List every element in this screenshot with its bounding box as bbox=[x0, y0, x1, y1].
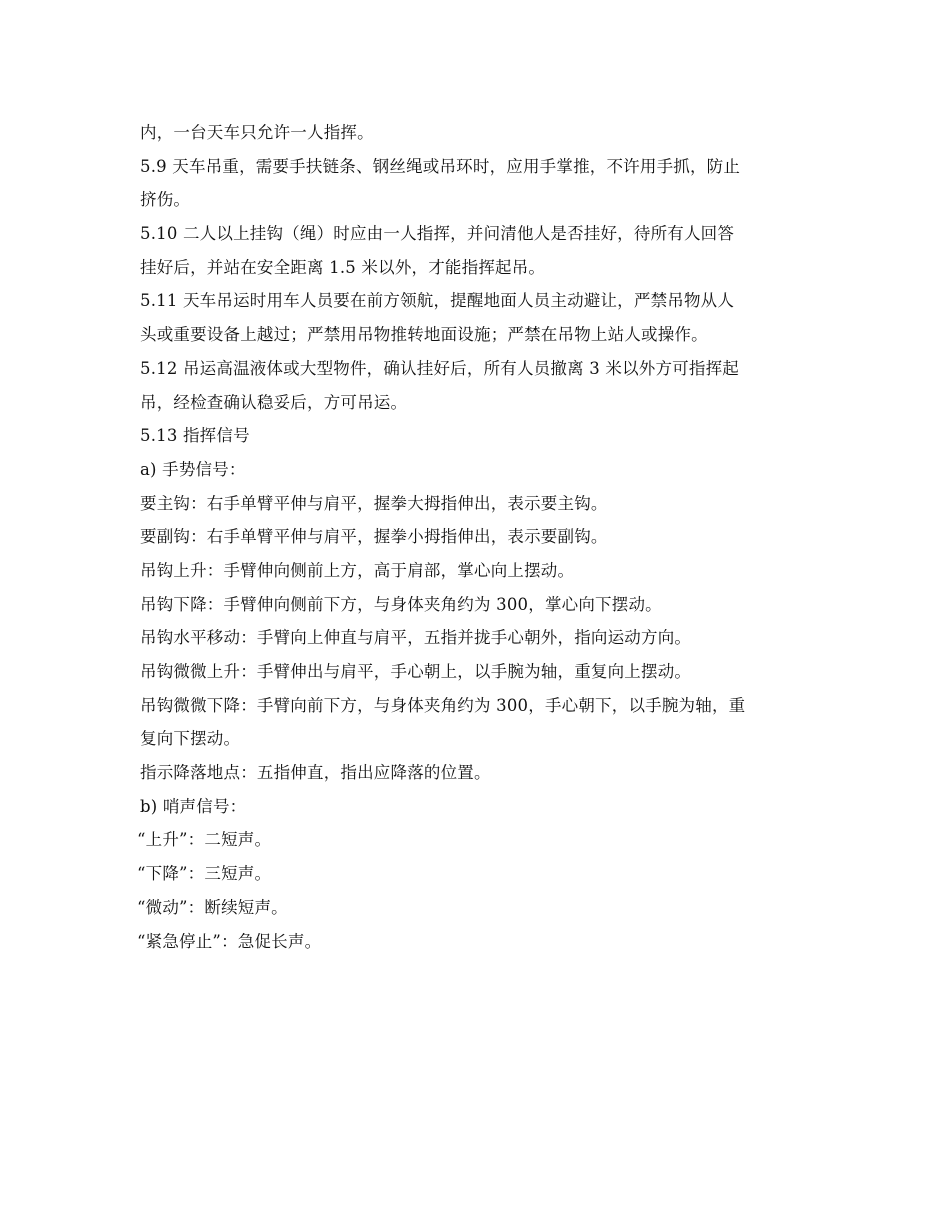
text-line: 吊钩下降：手臂伸向侧前下方，与身体夹角约为 300，掌心向下摆动。 bbox=[140, 594, 662, 614]
text-line: 5.11 天车吊运时用车人员要在前方领航，提醒地面人员主动避让，严禁吊物从人 bbox=[140, 291, 735, 311]
text-line: 指示降落地点：五指伸直，指出应降落的位置。 bbox=[140, 763, 491, 783]
text-line: 要副钩：右手单臂平伸与肩平，握拳小拇指伸出，表示要副钩。 bbox=[140, 527, 608, 547]
text-line: 挤伤。 bbox=[140, 190, 191, 210]
text-line: 吊钩上升：手臂伸向侧前上方，高于肩部，掌心向上摆动。 bbox=[140, 560, 575, 580]
text-line: 头或重要设备上越过；严禁用吊物推转地面设施；严禁在吊物上站人或操作。 bbox=[140, 325, 708, 345]
text-line: “下降”：三短声。 bbox=[137, 864, 272, 884]
text-line: 要主钩：右手单臂平伸与肩平，握拳大拇指伸出，表示要主钩。 bbox=[140, 493, 608, 513]
text-line: 挂好后，并站在安全距离 1.5 米以外，才能指挥起吊。 bbox=[140, 257, 546, 277]
text-line: “微动”：断续短声。 bbox=[137, 897, 288, 917]
text-line: 5.12 吊运高温液体或大型物件，确认挂好后，所有人员撤离 3 米以外方可指挥起 bbox=[140, 358, 739, 378]
text-line: 5.10 二人以上挂钩（绳）时应由一人指挥，并问清他人是否挂好，待所有人回答 bbox=[140, 224, 735, 244]
text-line: 吊，经检查确认稳妥后，方可吊运。 bbox=[140, 392, 408, 412]
text-line: “紧急停止”：急促长声。 bbox=[137, 931, 322, 951]
text-line: 5.9 天车吊重，需要手扶链条、钢丝绳或吊环时，应用手掌推，不许用手抓，防止 bbox=[140, 156, 741, 176]
text-line: “上升”：二短声。 bbox=[137, 830, 272, 850]
text-line: 吊钩微微上升：手臂伸出与肩平，手心朝上，以手腕为轴，重复向上摆动。 bbox=[140, 662, 692, 681]
subsection-heading: b) 哨声信号： bbox=[140, 796, 247, 816]
document-body bbox=[137, 116, 816, 958]
text-line: 复向下摆动。 bbox=[140, 729, 241, 749]
text-line: 吊钩微微下降：手臂向前下方，与身体夹角约为 300，手心朝下，以手腕为轴，重 bbox=[140, 695, 746, 715]
subsection-heading: a) 手势信号： bbox=[140, 459, 246, 479]
section-heading: 5.13 指挥信号 bbox=[140, 426, 250, 446]
text-line: 吊钩水平移动：手臂向上伸直与肩平，五指并拢手心朝外，指向运动方向。 bbox=[140, 628, 692, 648]
text-line: 内，一台天车只允许一人指挥。 bbox=[140, 123, 374, 142]
